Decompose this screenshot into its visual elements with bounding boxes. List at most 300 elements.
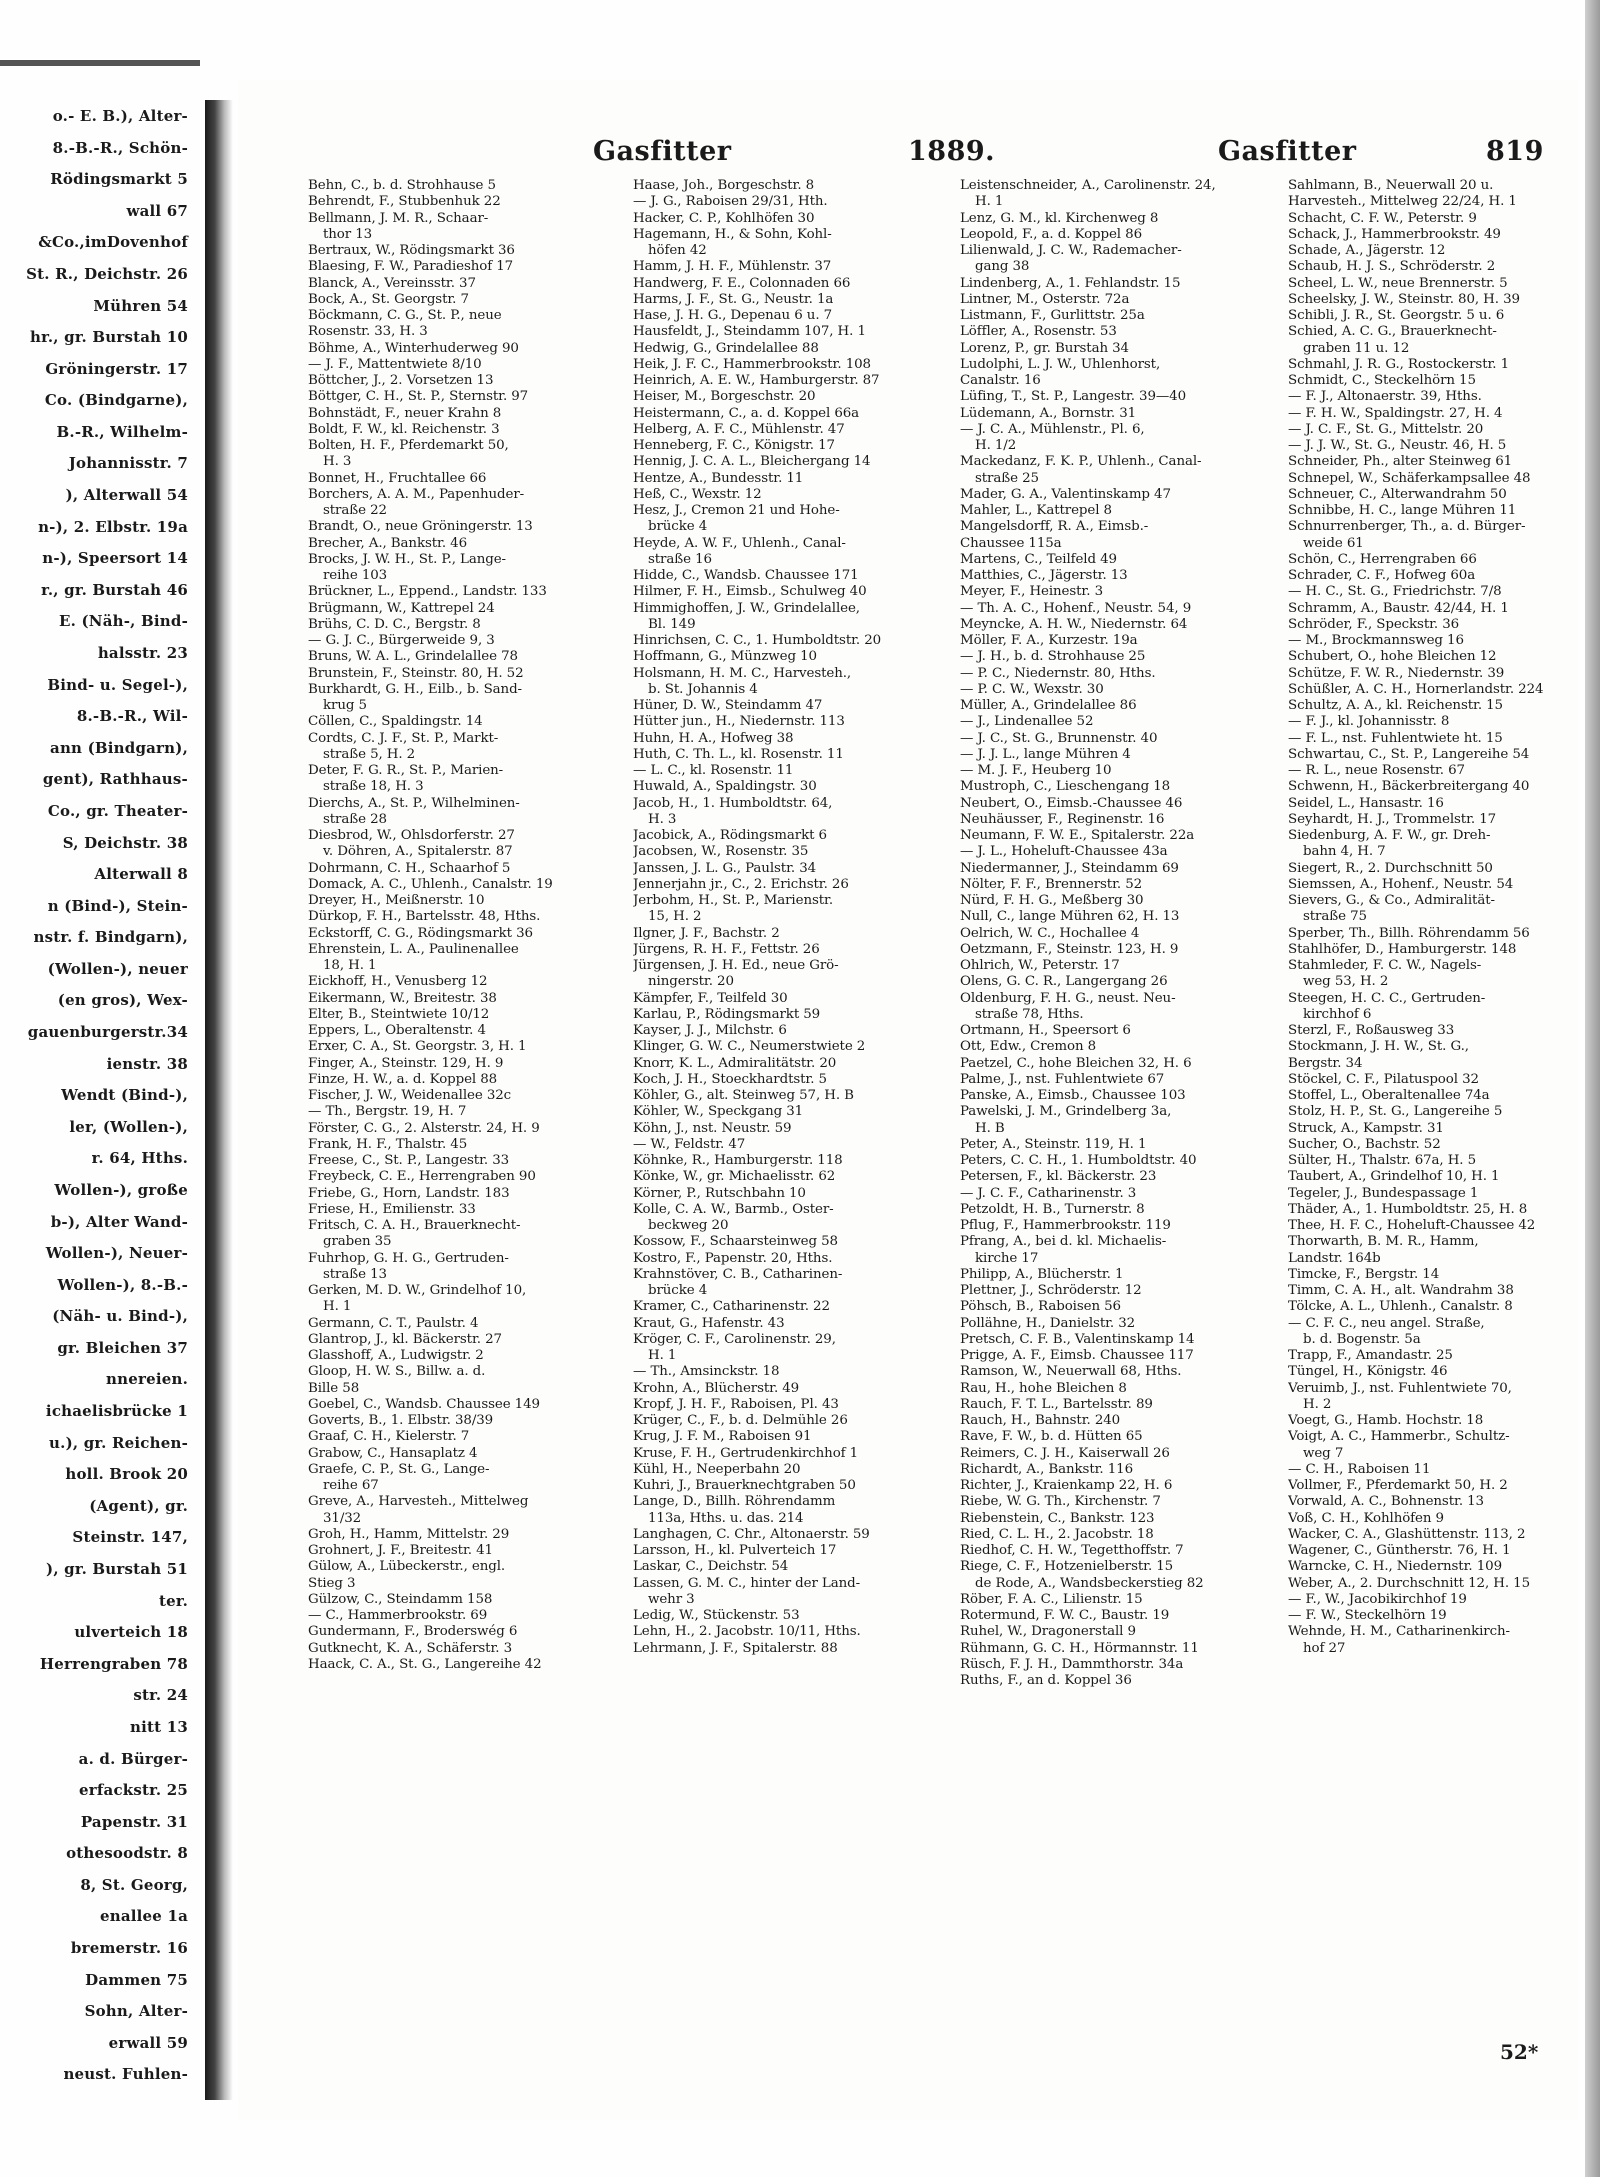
directory-entry-line: Graefe, C. P., St. G., Lange- — [308, 1461, 490, 1477]
directory-entry-line: Lüfing, T., St. P., Langestr. 39—40 — [960, 389, 1186, 405]
directory-entry-line: Voß, C. H., Kohlhöfen 9 — [1288, 1510, 1444, 1526]
left-page-text-fragment: n-), Speersort 14 — [42, 549, 188, 567]
left-page-text-fragment: str. 24 — [133, 1686, 188, 1704]
directory-entry-line: Meyncke, A. H. W., Niedernstr. 64 — [960, 616, 1188, 632]
directory-entry-line: Gülow, A., Lübeckerstr., engl. — [308, 1559, 506, 1575]
directory-entry-line: Eikermann, W., Breitestr. 38 — [308, 990, 497, 1006]
left-page-text-fragment: b-), Alter Wand- — [50, 1213, 188, 1231]
directory-entry-line: H. 1 — [323, 1299, 352, 1315]
directory-entry-line: Schnibbe, H. C., lange Mühren 11 — [1288, 503, 1517, 518]
directory-entry-line: Brandt, O., neue Gröningerstr. 13 — [308, 519, 533, 535]
directory-entry-line: Schade, A., Jägerstr. 12 — [1288, 243, 1446, 258]
directory-entry-line: — C., Hammerbrookstr. 69 — [308, 1608, 488, 1623]
directory-entry-line: — J. G., Raboisen 29/31, Hth. — [633, 194, 828, 210]
left-page-text-fragment: wall 67 — [126, 202, 188, 220]
left-page-text-fragment: ann (Bindgarn), — [50, 739, 188, 757]
directory-entry-line: Freybeck, C. E., Herrengraben 90 — [308, 1169, 536, 1185]
left-page-text-fragment: a. d. Bürger- — [78, 1750, 188, 1768]
directory-entry-line: Jennerjahn jr., C., 2. Erichstr. 26 — [633, 876, 849, 892]
directory-entry-line: Voigt, A. C., Hammerbr., Schultz- — [1288, 1429, 1510, 1445]
directory-entry-line: Lenz, G. M., kl. Kirchenweg 8 — [960, 210, 1159, 226]
directory-entry-line: Rau, H., hohe Bleichen 8 — [960, 1380, 1127, 1396]
directory-entry-line: Timm, C. A. H., alt. Wandrahm 38 — [1288, 1283, 1514, 1298]
directory-entry-line: Schön, C., Herrengraben 66 — [1288, 551, 1477, 567]
directory-entry-line: Diesbrod, W., Ohlsdorferstr. 27 — [308, 828, 515, 843]
directory-entry-line: — H. C., St. G., Friedrichstr. 7/8 — [1288, 584, 1502, 600]
directory-entry-line: Greve, A., Harvesteh., Mittelweg — [308, 1494, 529, 1510]
directory-entry-line: Lassen, G. M. C., hinter der Land- — [633, 1575, 861, 1591]
directory-entry-line: Steegen, H. C. C., Gertruden- — [1288, 990, 1486, 1006]
directory-entry-line: Schneuer, C., Alterwandrahm 50 — [1288, 486, 1507, 502]
directory-entry-line: Schack, J., Hammerbrookstr. 49 — [1288, 226, 1501, 242]
directory-entry-line: Tölcke, A. L., Uhlenh., Canalstr. 8 — [1288, 1299, 1513, 1315]
directory-entry-line: Köhnke, R., Hamburgerstr. 118 — [633, 1153, 843, 1168]
directory-entry-line: Hoffmann, G., Münzweg 10 — [633, 649, 817, 665]
directory-entry-line: Schubert, O., hohe Bleichen 12 — [1288, 649, 1497, 665]
directory-entry-line: Wagener, C., Güntherstr. 76, H. 1 — [1288, 1543, 1511, 1558]
left-page-text-fragment: ), Alterwall 54 — [65, 486, 188, 504]
left-page-text-fragment: (Agent), gr. — [89, 1497, 188, 1515]
directory-entry-line: Schultz, A. A., kl. Reichenstr. 15 — [1288, 698, 1503, 713]
directory-entry-line: Peter, A., Steinstr. 119, H. 1 — [960, 1136, 1147, 1152]
left-page-text-fragment: r., gr. Burstah 46 — [41, 581, 188, 599]
left-page-text-fragment: gent), Rathhaus- — [42, 770, 188, 788]
directory-entry-line: — P. C., Niedernstr. 80, Hths. — [960, 665, 1156, 681]
directory-entry-line: Neumann, F. W. E., Spitalerstr. 22a — [960, 828, 1195, 843]
directory-entry-line: Fuhrhop, G. H. G., Gertruden- — [308, 1250, 509, 1266]
directory-entry-line: Dürkop, F. H., Bartelsstr. 48, Hths. — [308, 909, 541, 925]
left-page-text-fragment: enallee 1a — [99, 1907, 188, 1925]
left-page-text-fragment: bremerstr. 16 — [70, 1939, 188, 1957]
directory-entry-line: Behrendt, F., Stubbenhuk 22 — [308, 194, 501, 210]
left-page-text-fragment: Gröningerstr. 17 — [45, 360, 188, 378]
directory-entry-line: Martens, C., Teilfeld 49 — [960, 551, 1117, 567]
directory-entry-line: Laskar, C., Deichstr. 54 — [633, 1559, 789, 1575]
directory-entry-line: Lange, D., Billh. Röhrendamm — [633, 1494, 836, 1510]
directory-entry-line: Stahlhöfer, D., Hamburgerstr. 148 — [1288, 941, 1517, 957]
left-page-text-fragment: Steinstr. 147, — [72, 1528, 188, 1546]
left-page-text-fragment: ichaelisbrücke 1 — [45, 1402, 188, 1420]
directory-entry-line: Ludolphi, L. J. W., Uhlenhorst, — [960, 356, 1161, 372]
left-page-text-fragment: Johannisstr. 7 — [68, 454, 188, 472]
directory-entry-line: Böckmann, C. G., St. P., neue — [308, 308, 502, 323]
directory-entry-line: Pawelski, J. M., Grindelberg 3a, — [960, 1104, 1172, 1120]
right-page-edge — [1585, 0, 1600, 2177]
directory-entry-line: Hütter jun., H., Niedernstr. 113 — [633, 714, 845, 730]
directory-entry-line: Vorwald, A. C., Bohnenstr. 13 — [1288, 1494, 1484, 1510]
directory-entry-line: — F. J., Altonaerstr. 39, Hths. — [1288, 389, 1482, 405]
directory-entry-line: Brückner, L., Eppend., Landstr. 133 — [308, 584, 547, 600]
left-page-text-fragment: Papenstr. 31 — [80, 1813, 188, 1831]
left-page-text-fragment: r. 64, Hths. — [91, 1149, 188, 1167]
directory-entry-line: Löffler, A., Rosenstr. 53 — [960, 324, 1117, 340]
directory-entry-line: Bl. 149 — [648, 616, 696, 632]
directory-entry-line: Listmann, F., Gurlittstr. 25a — [960, 308, 1145, 323]
directory-entry-line: Riebe, W. G. Th., Kirchenstr. 7 — [960, 1494, 1161, 1510]
directory-entry-line: H. 2 — [1303, 1396, 1332, 1412]
left-page-text-fragment: hr., gr. Burstah 10 — [30, 328, 188, 346]
directory-entry-line: kirchhof 6 — [1303, 1006, 1372, 1022]
directory-entry-line: Lorenz, P., gr. Burstah 34 — [960, 340, 1129, 356]
directory-entry-line: Hidde, C., Wandsb. Chaussee 171 — [633, 568, 859, 583]
directory-entry-line: Böttcher, J., 2. Vorsetzen 13 — [308, 373, 494, 388]
directory-entry-line: Hilmer, F. H., Eimsb., Schulweg 40 — [633, 584, 867, 600]
directory-entry-line: — J. C. F., Catharinenstr. 3 — [960, 1185, 1137, 1201]
left-page-text-fragment: Alterwall 8 — [94, 865, 188, 883]
entry-column-4 — [1288, 178, 1600, 2068]
directory-entry-line: Lehrmann, J. F., Spitalerstr. 88 — [633, 1640, 838, 1656]
directory-entry-line: — L. C., kl. Rosenstr. 11 — [633, 763, 794, 778]
directory-entry-line: Stieg 3 — [308, 1575, 356, 1591]
directory-entry-line: straße 78, Hths. — [975, 1006, 1084, 1022]
directory-entry-line: Matthies, C., Jägerstr. 13 — [960, 568, 1128, 583]
directory-entry-line: Schrader, C. F., Hofweg 60a — [1288, 568, 1476, 583]
directory-entry-line: thor 13 — [323, 226, 373, 242]
directory-entry-line: 113a, Hths. u. das. 214 — [648, 1510, 804, 1526]
directory-entry-line: Lehn, H., 2. Jacobstr. 10/11, Hths. — [633, 1624, 861, 1640]
directory-entry-line: Burkhardt, G. H., Eilb., b. Sand- — [308, 681, 522, 697]
directory-entry-line: Boldt, F. W., kl. Reichenstr. 3 — [308, 421, 500, 437]
directory-entry-line: Friebe, G., Horn, Landstr. 183 — [308, 1185, 510, 1201]
directory-entry-line: Mustroph, C., Lieschengang 18 — [960, 779, 1171, 795]
directory-entry-line: Schröder, F., Speckstr. 36 — [1288, 616, 1460, 632]
left-page-text-fragment: &Co.,imDovenhof — [38, 233, 188, 251]
directory-entry-line: Rauch, H., Bahnstr. 240 — [960, 1413, 1121, 1428]
directory-entry-line: Oelrich, W. C., Hochallee 4 — [960, 925, 1140, 941]
directory-entry-line: Kraut, G., Hafenstr. 43 — [633, 1315, 785, 1331]
directory-entry-line: höfen 42 — [648, 243, 707, 258]
directory-entry-line: Möller, F. A., Kurzestr. 19a — [960, 633, 1138, 648]
directory-entry-line: Heyde, A. W. F., Uhlenh., Canal- — [633, 535, 846, 551]
directory-entry-line: Huwald, A., Spaldingstr. 30 — [633, 779, 817, 795]
directory-entry-line: Canalstr. 16 — [960, 373, 1041, 388]
directory-entry-line: — J. H., b. d. Strohhause 25 — [960, 649, 1146, 665]
directory-entry-line: Neubert, O., Eimsb.-Chaussee 46 — [960, 795, 1183, 811]
directory-entry-line: Blaesing, F. W., Paradieshof 17 — [308, 259, 514, 275]
directory-entry-line: Gutknecht, K. A., Schäferstr. 3 — [308, 1640, 513, 1656]
directory-entry-line: Ott, Edw., Cremon 8 — [960, 1039, 1097, 1055]
left-page-text-fragment: erwall 59 — [108, 2034, 188, 2052]
directory-entry-line: H. B — [975, 1120, 1005, 1136]
directory-entry-line: Frank, H. F., Thalstr. 45 — [308, 1136, 468, 1152]
directory-entry-line: Holsmann, H. M. C., Harvesteh., — [633, 665, 852, 681]
directory-entry-line: weg 53, H. 2 — [1303, 974, 1389, 990]
directory-entry-line: Harvesteh., Mittelweg 22/24, H. 1 — [1288, 194, 1517, 210]
directory-entry-line: Ramson, W., Neuerwall 68, Hths. — [960, 1364, 1182, 1380]
book-gutter — [205, 100, 233, 2100]
directory-entry-line: Gülzow, C., Steindamm 158 — [308, 1591, 493, 1607]
directory-entry-line: hof 27 — [1303, 1640, 1346, 1656]
directory-entry-line: 18, H. 1 — [323, 958, 377, 973]
directory-entry-line: Kühl, H., Neeperbahn 20 — [633, 1461, 801, 1477]
directory-entry-line: Bonnet, H., Fruchtallee 66 — [308, 470, 487, 486]
directory-entry-line: Böttger, C. H., St. P., Sternstr. 97 — [308, 389, 529, 405]
directory-entry-line: Plettner, J., Schröderstr. 12 — [960, 1283, 1142, 1298]
directory-entry-line: Kämpfer, F., Teilfeld 30 — [633, 990, 788, 1006]
directory-entry-line: Panske, A., Eimsb., Chaussee 103 — [960, 1088, 1186, 1103]
directory-entry-line: Kramer, C., Catharinenstr. 22 — [633, 1299, 830, 1315]
directory-entry-line: Schwenn, H., Bäckerbreitergang 40 — [1288, 779, 1530, 795]
left-page-text-fragment: nitt 13 — [130, 1718, 188, 1736]
directory-entry-line: Dreyer, H., Meißnerstr. 10 — [308, 893, 485, 908]
directory-entry-line: Grabow, C., Hansaplatz 4 — [308, 1445, 478, 1461]
directory-entry-line: Kostro, F., Papenstr. 20, Hths. — [633, 1250, 833, 1266]
directory-entry-line: Voegt, G., Hamb. Hochstr. 18 — [1288, 1413, 1484, 1428]
left-page-text-fragment: Wollen-), Neuer- — [45, 1244, 188, 1262]
directory-entry-line: Chaussee 115a — [960, 535, 1062, 551]
directory-entry-line: brücke 4 — [648, 519, 708, 535]
directory-entry-line: Cordts, C. J. F., St. P., Markt- — [308, 730, 499, 746]
directory-entry-line: Jacob, H., 1. Humboldtstr. 64, — [633, 795, 833, 811]
directory-entry-line: Sucher, O., Bachstr. 52 — [1288, 1136, 1441, 1152]
directory-entry-line: Rotermund, F. W. C., Baustr. 19 — [960, 1608, 1170, 1623]
directory-entry-line: Haase, Joh., Borgeschstr. 8 — [633, 178, 815, 193]
directory-entry-line: — F. H. W., Spaldingstr. 27, H. 4 — [1288, 405, 1503, 421]
directory-entry-line: — C. H., Raboisen 11 — [1288, 1461, 1431, 1477]
directory-entry-line: kirche 17 — [975, 1250, 1039, 1266]
entry-column-2 — [633, 178, 963, 2068]
directory-entry-line: Pflug, F., Hammerbrookstr. 119 — [960, 1218, 1171, 1233]
left-page-text-fragment: ler, (Wollen-), — [69, 1118, 188, 1136]
directory-entry-line: Null, C., lange Mühren 62, H. 13 — [960, 909, 1180, 925]
directory-entry-line: Lilienwald, J. C. W., Rademacher- — [960, 243, 1182, 258]
directory-entry-line: — J. C., St. G., Brunnenstr. 40 — [960, 730, 1158, 746]
directory-entry-line: Bertraux, W., Rödingsmarkt 36 — [308, 243, 515, 258]
directory-entry-line: Stolz, H. P., St. G., Langereihe 5 — [1288, 1104, 1503, 1120]
running-header — [268, 136, 1578, 176]
directory-entry-line: Ruhel, W., Dragonerstall 9 — [960, 1624, 1136, 1640]
directory-entry-line: Siemssen, A., Hohenf., Neustr. 54 — [1288, 876, 1514, 892]
directory-entry-line: Hamm, J. H. F., Mühlenstr. 37 — [633, 259, 832, 275]
directory-entry-line: Schütze, F. W. R., Niedernstr. 39 — [1288, 665, 1505, 681]
header-year: 1889. — [908, 136, 996, 167]
left-page-text-fragment: u.), gr. Reichen- — [49, 1434, 188, 1452]
directory-entry-line: Olens, G. C. R., Langergang 26 — [960, 974, 1168, 990]
left-page-text-fragment: ulverteich 18 — [74, 1623, 188, 1641]
directory-entry-line: Bock, A., St. Georgstr. 7 — [308, 291, 469, 307]
directory-entry-line: Schnepel, W., Schäferkampsallee 48 — [1288, 470, 1531, 486]
directory-entry-line: Brügmann, W., Kattrepel 24 — [308, 600, 495, 616]
left-page-text-fragment: St. R., Deichstr. 26 — [26, 265, 188, 283]
directory-entry-line: Eppers, L., Oberaltenstr. 4 — [308, 1023, 486, 1038]
directory-entry-line: Jacobsen, W., Rosenstr. 35 — [633, 844, 809, 860]
directory-entry-line: Stockmann, J. H. W., St. G., — [1288, 1039, 1469, 1055]
directory-entry-line: Germann, C. T., Paulstr. 4 — [308, 1315, 479, 1331]
directory-entry-line: Groh, H., Hamm, Mittelstr. 29 — [308, 1526, 510, 1542]
directory-entry-line: Bohnstädt, F., neuer Krahn 8 — [308, 405, 502, 421]
directory-entry-line: Jacobick, A., Rödingsmarkt 6 — [633, 828, 827, 843]
directory-entry-line: Schnurrenberger, Th., a. d. Bürger- — [1288, 519, 1526, 535]
directory-entry-line: Pöhsch, B., Raboisen 56 — [960, 1299, 1121, 1315]
directory-entry-line: Brocks, J. W. H., St. P., Lange- — [308, 551, 506, 567]
directory-entry-line: Gloop, H. W. S., Billw. a. d. — [308, 1364, 486, 1380]
directory-entry-line: — F., W., Jacobikirchhof 19 — [1288, 1591, 1467, 1607]
directory-entry-line: Rüsch, F. J. H., Dammthorstr. 34a — [960, 1656, 1184, 1672]
directory-entry-line: Ruths, F., an d. Koppel 36 — [960, 1673, 1132, 1688]
left-page-text-fragment: erfackstr. 25 — [79, 1781, 188, 1799]
directory-entry-line: Peters, C. C. H., 1. Humboldtstr. 40 — [960, 1153, 1197, 1168]
directory-entry-line: — P. C. W., Wexstr. 30 — [960, 681, 1104, 697]
directory-entry-line: weg 7 — [1303, 1445, 1344, 1461]
directory-entry-line: Seyhardt, H. J., Trommelstr. 17 — [1288, 811, 1497, 827]
directory-entry-line: Schmahl, J. R. G., Rostockerstr. 1 — [1288, 356, 1510, 372]
directory-entry-line: Helberg, A. F. C., Mühlenstr. 47 — [633, 421, 845, 437]
directory-entry-line: — J. J. L., lange Mühren 4 — [960, 746, 1131, 762]
directory-entry-line: Meyer, F., Heinestr. 3 — [960, 584, 1103, 600]
directory-entry-line: — J. J. W., St. G., Neustr. 46, H. 5 — [1288, 438, 1507, 453]
directory-entry-line: Heik, J. F. C., Hammerbrookstr. 108 — [633, 356, 871, 372]
directory-entry-line: Lindenberg, A., 1. Fehlandstr. 15 — [960, 275, 1181, 291]
directory-entry-line: Hase, J. H. G., Depenau 6 u. 7 — [633, 308, 833, 323]
left-page-text-fragment: gr. Bleichen 37 — [57, 1339, 188, 1357]
directory-entry-line: Finger, A., Steinstr. 129, H. 9 — [308, 1055, 504, 1071]
directory-entry-line: Hedwig, G., Grindelallee 88 — [633, 340, 819, 356]
directory-entry-line: Fischer, J. W., Weidenallee 32c — [308, 1088, 512, 1103]
directory-entry-line: Niedermanner, J., Steindamm 69 — [960, 860, 1179, 876]
directory-entry-line: Köhler, W., Speckgang 31 — [633, 1104, 804, 1120]
directory-entry-line: Kossow, F., Schaarsteinweg 58 — [633, 1234, 838, 1250]
directory-entry-line: Schied, A. C. G., Brauerknecht- — [1288, 324, 1497, 340]
directory-entry-line: Jürgensen, J. H. Ed., neue Grö- — [633, 958, 839, 973]
directory-entry-line: Hesz, J., Cremon 21 und Hohe- — [633, 503, 840, 518]
directory-entry-line: Mahler, L., Kattrepel 8 — [960, 503, 1112, 518]
directory-entry-line: weide 61 — [1303, 535, 1364, 551]
directory-entry-line: Schramm, A., Baustr. 42/44, H. 1 — [1288, 600, 1509, 616]
entry-column-3 — [960, 178, 1290, 2068]
directory-entry-line: Richter, J., Kraienkamp 22, H. 6 — [960, 1478, 1173, 1493]
directory-entry-line: 15, H. 2 — [648, 909, 702, 925]
directory-entry-line: Himmighoffen, J. W., Grindelallee, — [633, 600, 860, 616]
directory-entry-line: Kuhri, J., Brauerknechtgraben 50 — [633, 1478, 856, 1493]
directory-entry-line: — J. C. F., St. G., Mittelstr. 20 — [1288, 421, 1484, 437]
left-page-text-fragment: gauenburgerstr.34 — [27, 1023, 188, 1041]
directory-entry-line: Sievers, G., & Co., Admiralität- — [1288, 893, 1495, 908]
directory-entry-line: — J. F., Mattentwiete 8/10 — [308, 356, 482, 372]
directory-entry-line: Nürd, F. H. G., Meßberg 30 — [960, 893, 1144, 908]
directory-entry-line: Sahlmann, B., Neuerwall 20 u. — [1288, 178, 1494, 193]
directory-entry-line: Rauch, F. T. L., Bartelsstr. 89 — [960, 1396, 1153, 1412]
left-page-text-fragment: Co. (Bindgarne), — [44, 391, 188, 409]
directory-entry-line: krug 5 — [323, 698, 367, 713]
left-page-text-fragment: Rödingsmarkt 5 — [50, 170, 188, 188]
directory-entry-line: Rühmann, G. C. H., Hörmannstr. 11 — [960, 1640, 1199, 1656]
directory-entry-line: — Th., Bergstr. 19, H. 7 — [308, 1104, 467, 1120]
directory-entry-line: H. 3 — [323, 454, 352, 470]
directory-entry-line: wehr 3 — [648, 1591, 695, 1607]
directory-entry-line: reihe 103 — [323, 568, 388, 583]
directory-entry-line: Timcke, F., Bergstr. 14 — [1288, 1266, 1440, 1282]
directory-entry-line: Könke, W., gr. Michaelisstr. 62 — [633, 1169, 836, 1185]
directory-entry-line: Sülter, H., Thalstr. 67a, H. 5 — [1288, 1153, 1477, 1168]
directory-entry-line: 31/32 — [323, 1510, 362, 1526]
directory-entry-line: Scheelsky, J. W., Steinstr. 80, H. 39 — [1288, 291, 1520, 307]
directory-entry-line: Röber, F. A. C., Lilienstr. 15 — [960, 1591, 1143, 1607]
directory-entry-line: Wacker, C. A., Glashüttenstr. 113, 2 — [1288, 1526, 1526, 1542]
directory-entry-line: Hinrichsen, C. C., 1. Humboldtstr. 20 — [633, 633, 882, 648]
directory-entry-line: Fritsch, C. A. H., Brauerknecht- — [308, 1218, 521, 1233]
directory-entry-line: Kröger, C. F., Carolinenstr. 29, — [633, 1331, 836, 1347]
directory-entry-line: Körner, P., Rutschbahn 10 — [633, 1185, 806, 1201]
directory-entry-line: Krahnstöver, C. B., Catharinen- — [633, 1266, 843, 1282]
signature-mark: 52* — [1500, 2040, 1539, 2064]
directory-entry-line: Eckstorff, C. G., Rödingsmarkt 36 — [308, 925, 533, 941]
directory-entry-line: Rosenstr. 33, H. 3 — [308, 324, 428, 340]
directory-entry-line: Trapp, F., Amandastr. 25 — [1288, 1348, 1453, 1363]
left-page-text-fragment: neust. Fuhlen- — [63, 2065, 188, 2083]
directory-entry-line: Hausfeldt, J., Steindamm 107, H. 1 — [633, 324, 866, 340]
directory-entry-line: Wehnde, H. M., Catharinenkirch- — [1288, 1624, 1510, 1640]
directory-entry-line: gang 38 — [975, 259, 1030, 275]
directory-entry-line: b. St. Johannis 4 — [648, 681, 758, 697]
directory-entry-line: Schneider, Ph., alter Steinweg 61 — [1288, 454, 1513, 470]
directory-entry-line: H. 3 — [648, 811, 677, 827]
directory-entry-line: Eickhoff, H., Venusberg 12 — [308, 974, 488, 990]
directory-entry-line: — Th., Amsinckstr. 18 — [633, 1364, 780, 1380]
directory-entry-line: Freese, C., St. P., Langestr. 33 — [308, 1153, 510, 1168]
directory-entry-line: Lüdemann, A., Bornstr. 31 — [960, 405, 1137, 421]
left-page-fragment — [0, 95, 200, 2085]
directory-entry-line: straße 22 — [323, 503, 387, 518]
directory-entry-line: Jerbohm, H., St. P., Marienstr. — [633, 893, 834, 908]
directory-entry-line: Riebenstein, C., Bankstr. 123 — [960, 1510, 1155, 1526]
directory-entry-line: straße 18, H. 3 — [323, 779, 424, 795]
directory-entry-line: Pfrang, A., bei d. kl. Michaelis- — [960, 1234, 1167, 1250]
directory-entry-line: — J. L., Hoheluft-Chaussee 43a — [960, 844, 1168, 860]
directory-entry-line: Petersen, F., kl. Bäckerstr. 23 — [960, 1169, 1157, 1185]
directory-entry-line: Gerken, M. D. W., Grindelhof 10, — [308, 1283, 527, 1298]
directory-entry-line: Seidel, L., Hansastr. 16 — [1288, 795, 1444, 811]
directory-entry-line: Goebel, C., Wandsb. Chaussee 149 — [308, 1396, 540, 1412]
directory-entry-line: straße 25 — [975, 470, 1039, 486]
directory-entry-line: — F. W., Steckelhörn 19 — [1288, 1608, 1447, 1623]
directory-entry-line: Kolle, C. A. W., Barmb., Oster- — [633, 1201, 834, 1217]
directory-entry-line: Schmidt, C., Steckelhörn 15 — [1288, 373, 1476, 388]
directory-entry-line: Schacht, C. F. W., Peterstr. 9 — [1288, 210, 1477, 226]
directory-entry-line: Knorr, K. L., Admiralitätstr. 20 — [633, 1055, 837, 1071]
directory-entry-line: Bille 58 — [308, 1380, 360, 1396]
left-page-text-fragment: n-), 2. Elbstr. 19a — [38, 518, 188, 536]
left-page-text-fragment: Bind- u. Segel-), — [47, 676, 188, 694]
left-page-text-fragment: ), gr. Burstah 51 — [46, 1560, 188, 1578]
directory-entry-line: straße 13 — [323, 1266, 387, 1282]
left-page-top-edge — [0, 60, 200, 66]
directory-entry-line: Glantrop, J., kl. Bäckerstr. 27 — [308, 1331, 502, 1347]
directory-entry-line: Leopold, F., a. d. Koppel 86 — [960, 226, 1142, 242]
directory-entry-line: Kruse, F. H., Gertrudenkirchhof 1 — [633, 1445, 859, 1461]
directory-entry-line: Sterzl, F., Roßausweg 33 — [1288, 1023, 1455, 1038]
directory-entry-line: Huth, C. Th. L., kl. Rosenstr. 11 — [633, 746, 844, 762]
directory-entry-line: Grohnert, J. F., Breitestr. 41 — [308, 1543, 493, 1558]
directory-entry-line: Kropf, J. H. F., Raboisen, Pl. 43 — [633, 1396, 839, 1412]
directory-entry-line: Cöllen, C., Spaldingstr. 14 — [308, 714, 483, 730]
directory-entry-line: Müller, A., Grindelallee 86 — [960, 698, 1137, 713]
directory-entry-line: Blanck, A., Vereinsstr. 37 — [308, 275, 476, 291]
directory-entry-line: beckweg 20 — [648, 1218, 729, 1233]
directory-entry-line: straße 28 — [323, 811, 387, 827]
directory-entry-line: — J., Lindenallee 52 — [960, 714, 1094, 730]
left-page-text-fragment: Co., gr. Theater- — [47, 802, 188, 820]
directory-entry-line: Sperber, Th., Billh. Röhrendamm 56 — [1288, 925, 1530, 941]
directory-entry-line: Henneberg, F. C., Königstr. 17 — [633, 438, 835, 453]
directory-entry-line: Glasshoff, A., Ludwigstr. 2 — [308, 1348, 484, 1363]
directory-entry-line: Thee, H. F. C., Hoheluft-Chaussee 42 — [1288, 1218, 1536, 1233]
directory-entry-line: Krug, J. F. M., Raboisen 91 — [633, 1429, 812, 1445]
directory-entry-line: Ledig, W., Stückenstr. 53 — [633, 1608, 800, 1623]
directory-entry-line: Oetzmann, F., Steinstr. 123, H. 9 — [960, 941, 1179, 957]
left-page-text-fragment: 8, St. Georg, — [80, 1876, 188, 1894]
left-page-text-fragment: n (Bind-), Stein- — [47, 897, 188, 915]
directory-entry-line: Friese, H., Emilienstr. 33 — [308, 1201, 476, 1217]
